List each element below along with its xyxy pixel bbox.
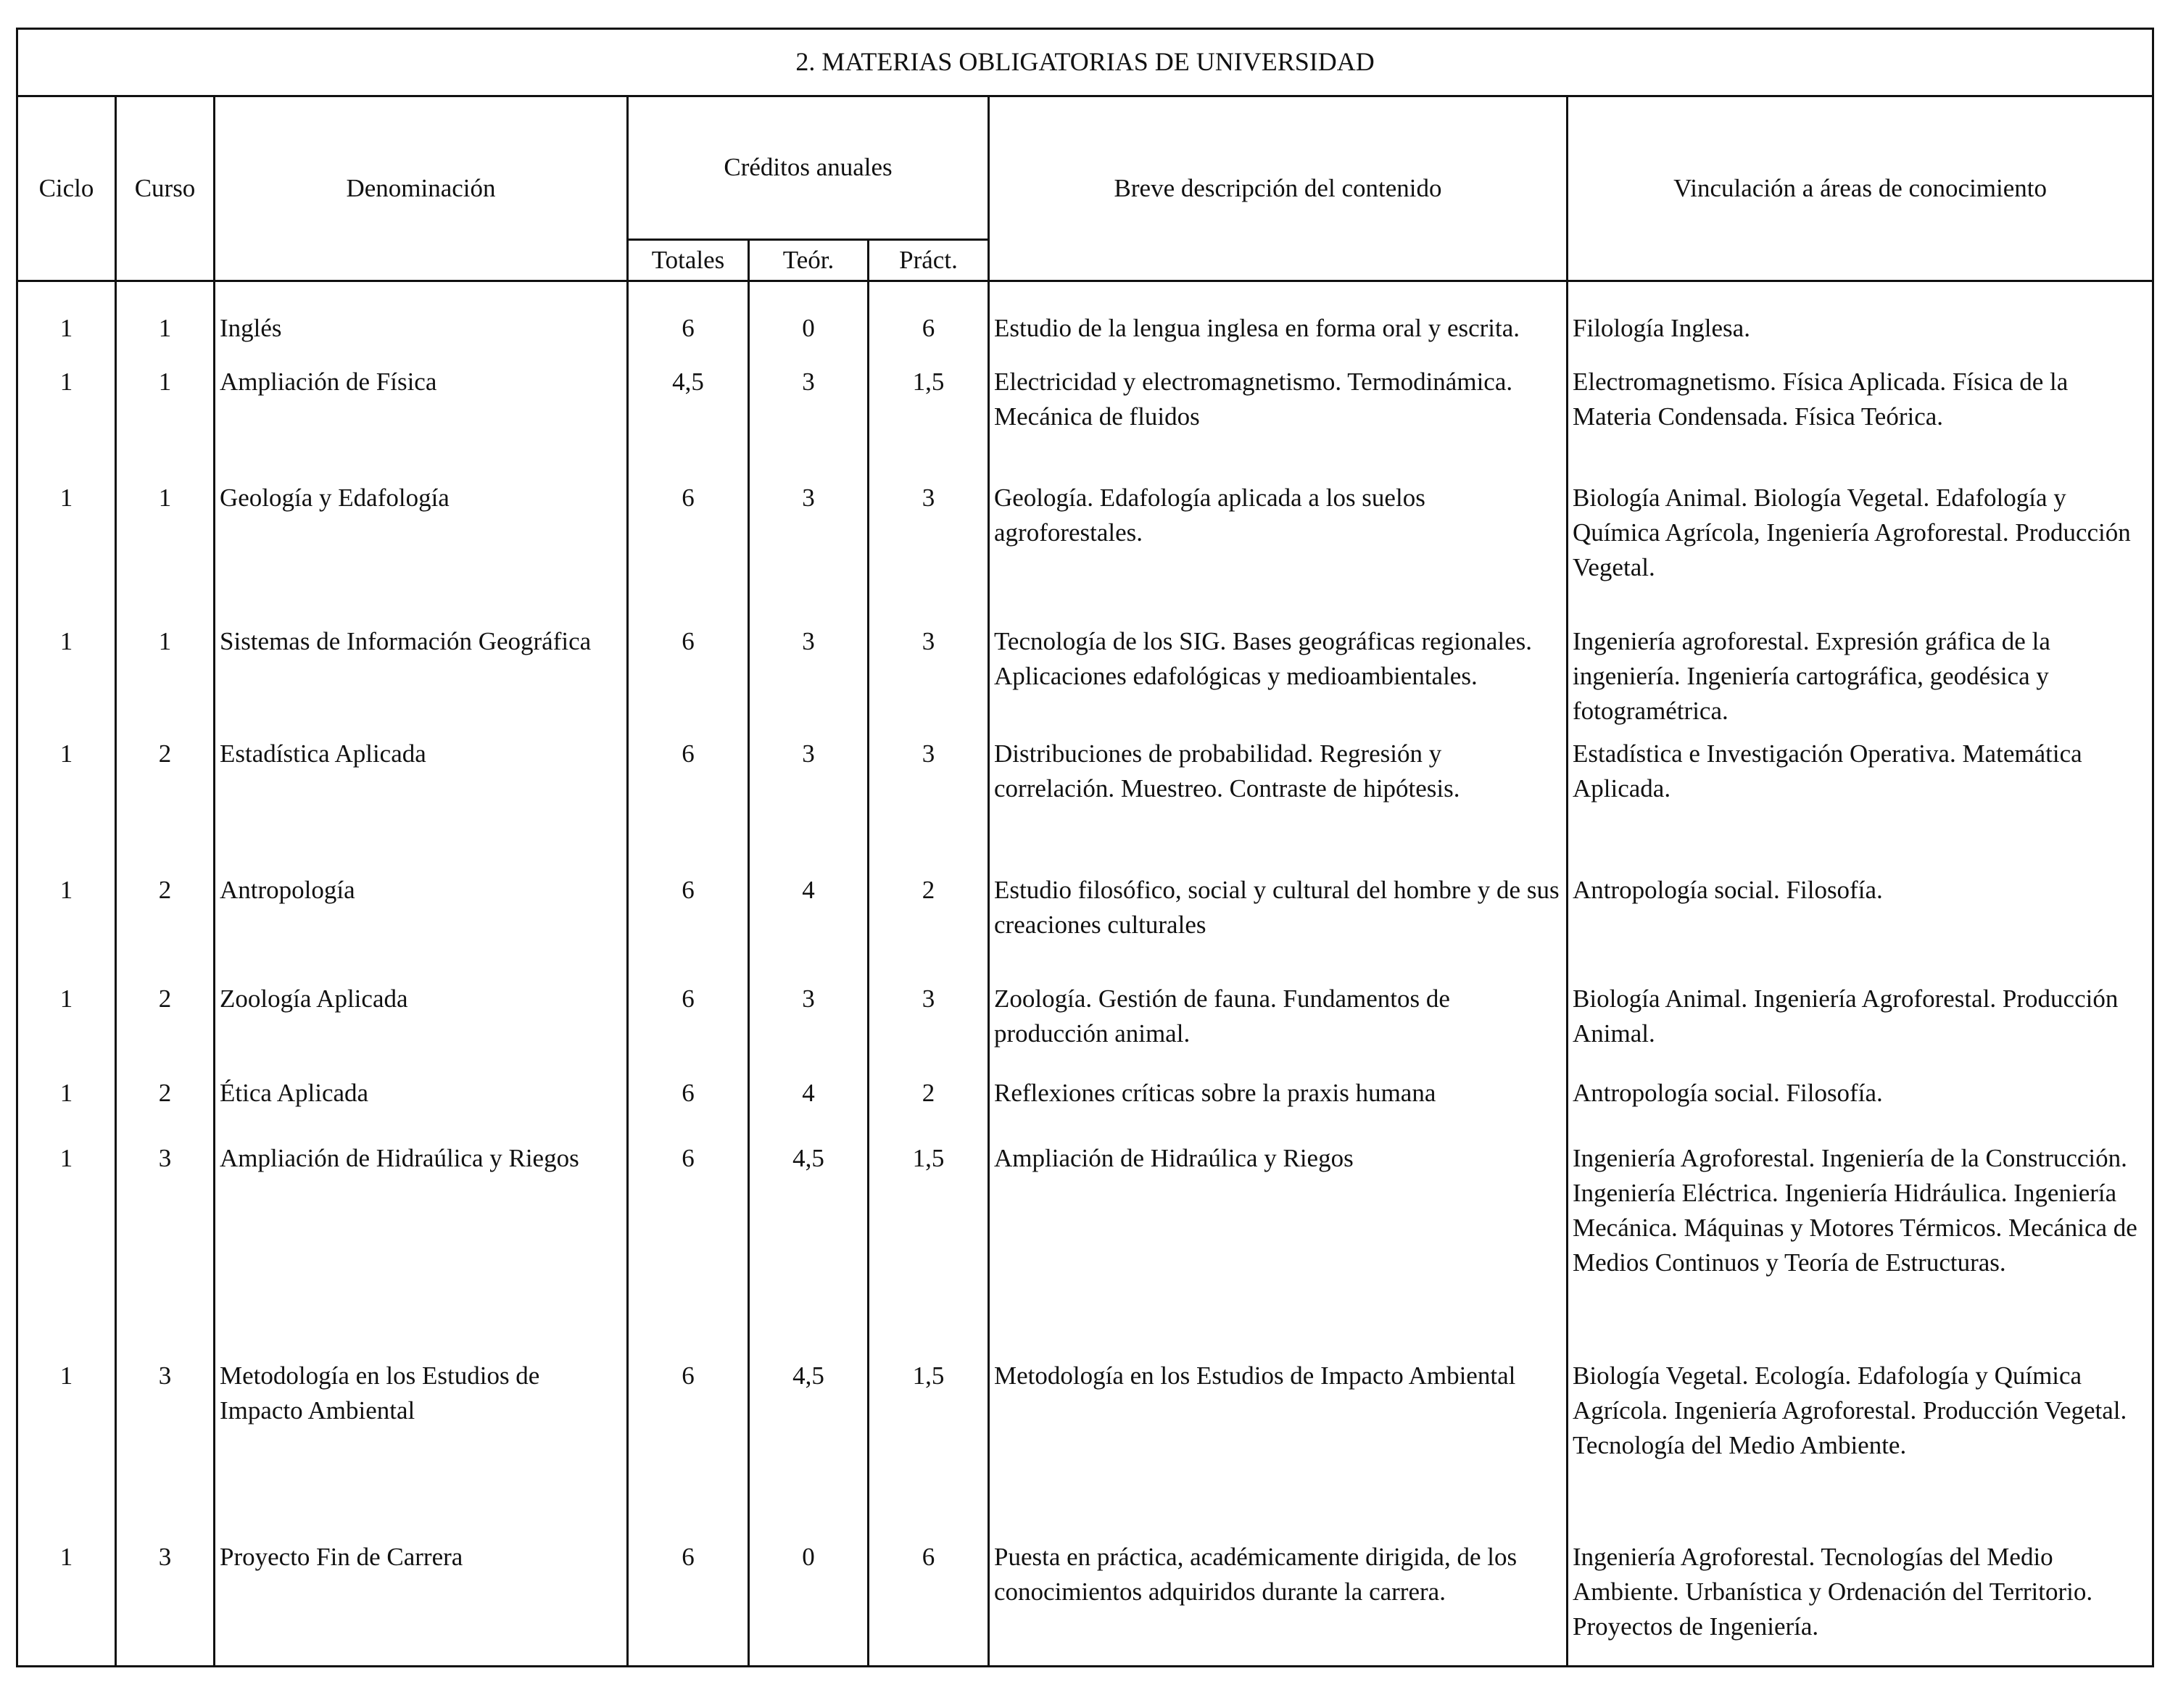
- cell-pract: 2: [869, 1076, 989, 1141]
- cell-pract: 3: [869, 481, 989, 624]
- header-vinculacion: Vinculación a áreas de conocimiento: [1568, 96, 2153, 281]
- cell-descripcion: Puesta en práctica, académicamente dirigida, de los conocimientos adquiridos durante la carrera.: [989, 1540, 1568, 1667]
- cell-teor: 4,5: [749, 1359, 869, 1540]
- cell-vinculacion: Biología Animal. Biología Vegetal. Edafología y Química Agrícola, Ingeniería Agroforestal. Producción Vegetal.: [1568, 481, 2153, 624]
- table-row: [17, 365, 2153, 481]
- cell-vinculacion: Filología Inglesa.: [1568, 281, 2153, 365]
- cell-ciclo: 1: [17, 624, 116, 737]
- cell-descripcion: Zoología. Gestión de fauna. Fundamentos de producción animal.: [989, 982, 1568, 1076]
- cell-teor: 3: [749, 624, 869, 737]
- cell-totales: 6: [628, 873, 749, 982]
- cell-curso: 2: [116, 982, 215, 1076]
- cell-denominacion: Ampliación de Física: [215, 365, 628, 481]
- cell-denominacion: Proyecto Fin de Carrera: [215, 1540, 628, 1667]
- cell-totales: 6: [628, 982, 749, 1076]
- header-curso: Curso: [116, 96, 215, 281]
- header-ciclo: Ciclo: [17, 96, 116, 281]
- cell-pract: 1,5: [869, 1359, 989, 1540]
- cell-descripcion: Metodología en los Estudios de Impacto Ambiental: [989, 1359, 1568, 1540]
- header-descripcion: Breve descripción del contenido: [989, 96, 1568, 281]
- cell-ciclo: 1: [17, 481, 116, 624]
- table-row: [17, 1076, 2153, 1141]
- cell-curso: 2: [116, 873, 215, 982]
- cell-totales: 6: [628, 1540, 749, 1667]
- cell-pract: 6: [869, 281, 989, 365]
- cell-teor: 4: [749, 873, 869, 982]
- header-pract: Práct.: [869, 240, 989, 281]
- cell-descripcion: Tecnología de los SIG. Bases geográficas regionales. Aplicaciones edafológicas y medioambientales.: [989, 624, 1568, 737]
- cell-ciclo: 1: [17, 1076, 116, 1141]
- cell-teor: 0: [749, 281, 869, 365]
- cell-ciclo: 1: [17, 737, 116, 873]
- cell-teor: 3: [749, 982, 869, 1076]
- cell-ciclo: 1: [17, 1359, 116, 1540]
- cell-denominacion: Sistemas de Información Geográfica: [215, 624, 628, 737]
- table-row: [17, 624, 2153, 737]
- cell-denominacion: Ampliación de Hidraúlica y Riegos: [215, 1141, 628, 1359]
- materias-table: [16, 28, 2154, 1667]
- cell-vinculacion: Estadística e Investigación Operativa. Matemática Aplicada.: [1568, 737, 2153, 873]
- cell-descripcion: Estudio de la lengua inglesa en forma oral y escrita.: [989, 281, 1568, 365]
- cell-denominacion: Zoología Aplicada: [215, 982, 628, 1076]
- header-totales: Totales: [628, 240, 749, 281]
- cell-vinculacion: Ingeniería Agroforestal. Ingeniería de la Construcción. Ingeniería Eléctrica. Ingeniería Hidráulica. Ingeniería Mecánica. Máquinas y Motores Térmicos. Mecánica de Medios Continuos y Teoría de Estructuras.: [1568, 1141, 2153, 1359]
- cell-descripcion: Electricidad y electromagnetismo. Termodinámica. Mecánica de fluidos: [989, 365, 1568, 481]
- cell-ciclo: 1: [17, 1540, 116, 1667]
- cell-vinculacion: Biología Animal. Ingeniería Agroforestal. Producción Animal.: [1568, 982, 2153, 1076]
- cell-descripcion: Estudio filosófico, social y cultural del hombre y de sus creaciones culturales: [989, 873, 1568, 982]
- cell-descripcion: Geología. Edafología aplicada a los suelos agroforestales.: [989, 481, 1568, 624]
- cell-pract: 2: [869, 873, 989, 982]
- cell-curso: 1: [116, 365, 215, 481]
- cell-pract: 3: [869, 624, 989, 737]
- cell-curso: 3: [116, 1540, 215, 1667]
- cell-totales: 6: [628, 481, 749, 624]
- table-row: [17, 1359, 2153, 1540]
- cell-totales: 6: [628, 1141, 749, 1359]
- table-row: [17, 873, 2153, 982]
- cell-descripcion: Ampliación de Hidraúlica y Riegos: [989, 1141, 1568, 1359]
- cell-denominacion: Inglés: [215, 281, 628, 365]
- cell-vinculacion: Antropología social. Filosofía.: [1568, 873, 2153, 982]
- table-title: 2. MATERIAS OBLIGATORIAS DE UNIVERSIDAD: [17, 29, 2153, 96]
- cell-descripcion: Reflexiones críticas sobre la praxis humana: [989, 1076, 1568, 1141]
- cell-totales: 6: [628, 624, 749, 737]
- cell-denominacion: Geología y Edafología: [215, 481, 628, 624]
- cell-curso: 3: [116, 1141, 215, 1359]
- cell-totales: 4,5: [628, 365, 749, 481]
- table-row: [17, 1141, 2153, 1359]
- cell-teor: 4: [749, 1076, 869, 1141]
- cell-teor: 3: [749, 481, 869, 624]
- header-creditos-anuales: Créditos anuales: [628, 96, 989, 240]
- table-row: [17, 982, 2153, 1076]
- cell-pract: 1,5: [869, 365, 989, 481]
- cell-vinculacion: Ingeniería agroforestal. Expresión gráfica de la ingeniería. Ingeniería cartográfica, geodésica y fotogramétrica.: [1568, 624, 2153, 737]
- table-row: [17, 737, 2153, 873]
- cell-vinculacion: Ingeniería Agroforestal. Tecnologías del Medio Ambiente. Urbanística y Ordenación del Territorio. Proyectos de Ingeniería.: [1568, 1540, 2153, 1667]
- cell-totales: 6: [628, 281, 749, 365]
- cell-ciclo: 1: [17, 281, 116, 365]
- cell-teor: 3: [749, 737, 869, 873]
- table-row: [17, 481, 2153, 624]
- table-row: [17, 1540, 2153, 1667]
- cell-teor: 3: [749, 365, 869, 481]
- cell-curso: 2: [116, 737, 215, 873]
- header-denominacion: Denominación: [215, 96, 628, 281]
- cell-curso: 1: [116, 281, 215, 365]
- cell-denominacion: Antropología: [215, 873, 628, 982]
- cell-vinculacion: Antropología social. Filosofía.: [1568, 1076, 2153, 1141]
- cell-ciclo: 1: [17, 365, 116, 481]
- cell-ciclo: 1: [17, 873, 116, 982]
- cell-totales: 6: [628, 737, 749, 873]
- cell-denominacion: Estadística Aplicada: [215, 737, 628, 873]
- cell-pract: 1,5: [869, 1141, 989, 1359]
- cell-totales: 6: [628, 1359, 749, 1540]
- cell-curso: 1: [116, 624, 215, 737]
- cell-teor: 0: [749, 1540, 869, 1667]
- cell-totales: 6: [628, 1076, 749, 1141]
- cell-descripcion: Distribuciones de probabilidad. Regresión y correlación. Muestreo. Contraste de hipótesis.: [989, 737, 1568, 873]
- table-row: [17, 281, 2153, 365]
- cell-pract: 6: [869, 1540, 989, 1667]
- cell-vinculacion: Biología Vegetal. Ecología. Edafología y Química Agrícola. Ingeniería Agroforestal. Producción Vegetal. Tecnología del Medio Ambiente.: [1568, 1359, 2153, 1540]
- cell-denominacion: Ética Aplicada: [215, 1076, 628, 1141]
- cell-vinculacion: Electromagnetismo. Física Aplicada. Física de la Materia Condensada. Física Teórica.: [1568, 365, 2153, 481]
- cell-curso: 1: [116, 481, 215, 624]
- header-teor: Teór.: [749, 240, 869, 281]
- cell-curso: 3: [116, 1359, 215, 1540]
- cell-ciclo: 1: [17, 982, 116, 1076]
- cell-pract: 3: [869, 737, 989, 873]
- cell-pract: 3: [869, 982, 989, 1076]
- cell-denominacion: Metodología en los Estudios de Impacto Ambiental: [215, 1359, 628, 1540]
- cell-teor: 4,5: [749, 1141, 869, 1359]
- cell-curso: 2: [116, 1076, 215, 1141]
- cell-ciclo: 1: [17, 1141, 116, 1359]
